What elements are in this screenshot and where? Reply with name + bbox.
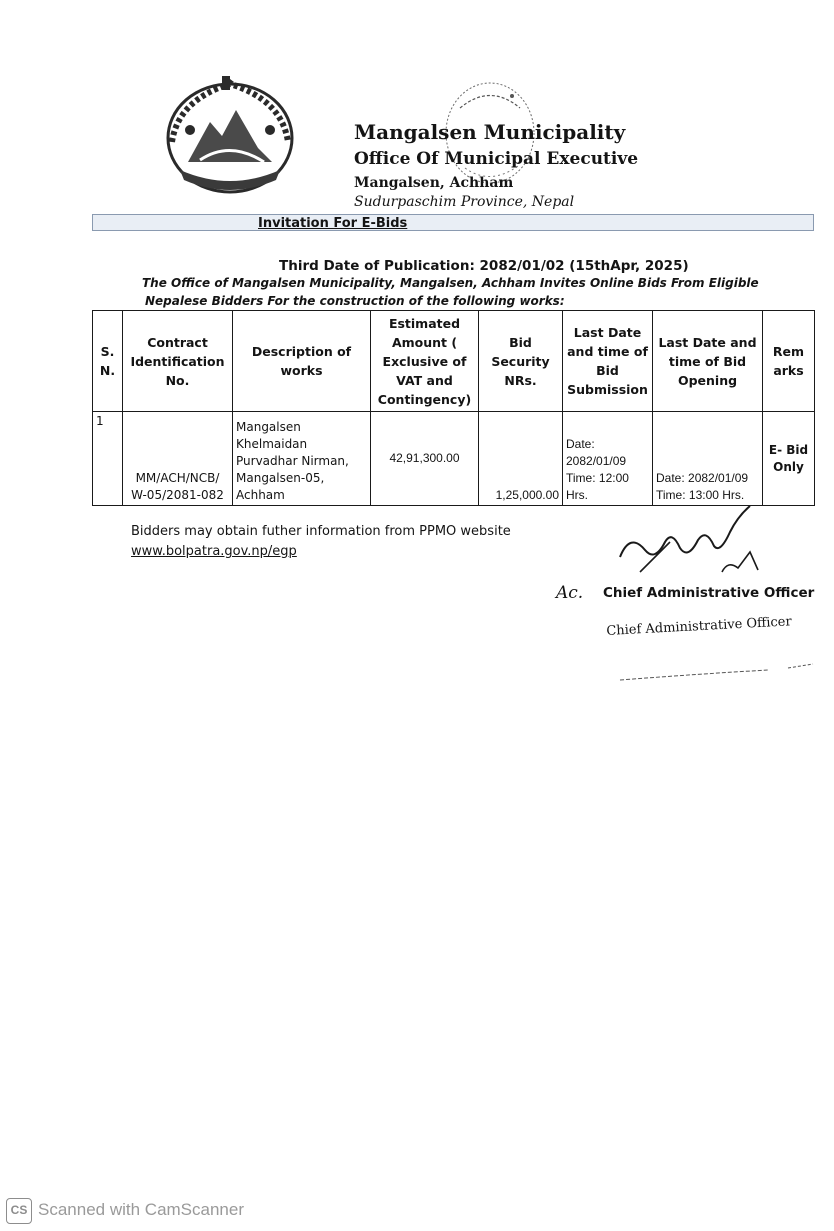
signature-prefix: Ac. bbox=[556, 583, 584, 603]
header-last-opening: Last Date and time of Bid Opening bbox=[653, 311, 763, 412]
ppmo-website-link[interactable]: www.bolpatra.gov.np/egp bbox=[131, 544, 297, 559]
intro-text-line-2: Nepalese Bidders For the construction of the following works: bbox=[145, 294, 565, 308]
cell-submission bbox=[563, 412, 653, 506]
header-bid-security: Bid Security NRs. bbox=[479, 311, 563, 412]
cell-opening bbox=[653, 412, 763, 506]
bids-table bbox=[92, 310, 815, 506]
province-name: Sudurpaschim Province, Nepal bbox=[354, 194, 575, 210]
office-location: Mangalsen, Achham bbox=[354, 175, 514, 191]
header-sn: S. N. bbox=[93, 311, 123, 412]
cell-description: Mangalsen Khelmaidan Purvadhar Nirman, Mangalsen-05, Achham bbox=[233, 412, 371, 506]
cell-bid-security: 1,25,000.00 bbox=[479, 412, 563, 506]
notice-title: Invitation For E-Bids bbox=[258, 216, 408, 231]
stamp-underline bbox=[618, 660, 818, 684]
title-bar bbox=[92, 214, 814, 231]
submission-date: Date: 2082/01/09 bbox=[566, 437, 627, 468]
office-name: Office Of Municipal Executive bbox=[354, 149, 639, 169]
header-last-submission: Last Date and time of Bid Submission bbox=[563, 311, 653, 412]
stamp-title: Chief Administrative Officer bbox=[606, 614, 793, 639]
cell-remarks: E- Bid Only bbox=[763, 412, 815, 506]
publication-date: Third Date of Publication: 2082/01/02 (15thApr, 2025) bbox=[279, 258, 689, 274]
nepal-emblem-logo bbox=[160, 70, 300, 198]
header-estimated-amount: Estimated Amount ( Exclusive of VAT and Contingency) bbox=[371, 311, 479, 412]
table-header-row bbox=[93, 311, 815, 412]
opening-time: Time: 13:00 Hrs. bbox=[656, 488, 745, 502]
header-contract-id: Contract Identification No. bbox=[123, 311, 233, 412]
opening-date: Date: 2082/01/09 bbox=[656, 471, 749, 485]
scanner-watermark: Scanned with CamScanner bbox=[38, 1200, 245, 1219]
cell-sn: 1 bbox=[93, 412, 123, 506]
municipality-name: Mangalsen Municipality bbox=[354, 120, 626, 144]
header-description: Description of works bbox=[233, 311, 371, 412]
submission-time: Time: 12:00 Hrs. bbox=[566, 471, 629, 502]
camscanner-logo-icon: CS bbox=[6, 1198, 32, 1224]
signatory-title: Chief Administrative Officer bbox=[603, 585, 815, 601]
table-row bbox=[93, 412, 815, 506]
info-text: Bidders may obtain futher information from PPMO website bbox=[131, 524, 511, 539]
cell-contract-id: MM/ACH/NCB/ W-05/2081-082 bbox=[123, 412, 233, 506]
intro-text-line-1: The Office of Mangalsen Municipality, Mangalsen, Achham Invites Online Bids From Eligible bbox=[142, 276, 759, 290]
handwritten-signature bbox=[610, 502, 770, 582]
header-remarks: Rem arks bbox=[763, 311, 815, 412]
cell-estimated-amount: 42,91,300.00 bbox=[371, 412, 479, 506]
